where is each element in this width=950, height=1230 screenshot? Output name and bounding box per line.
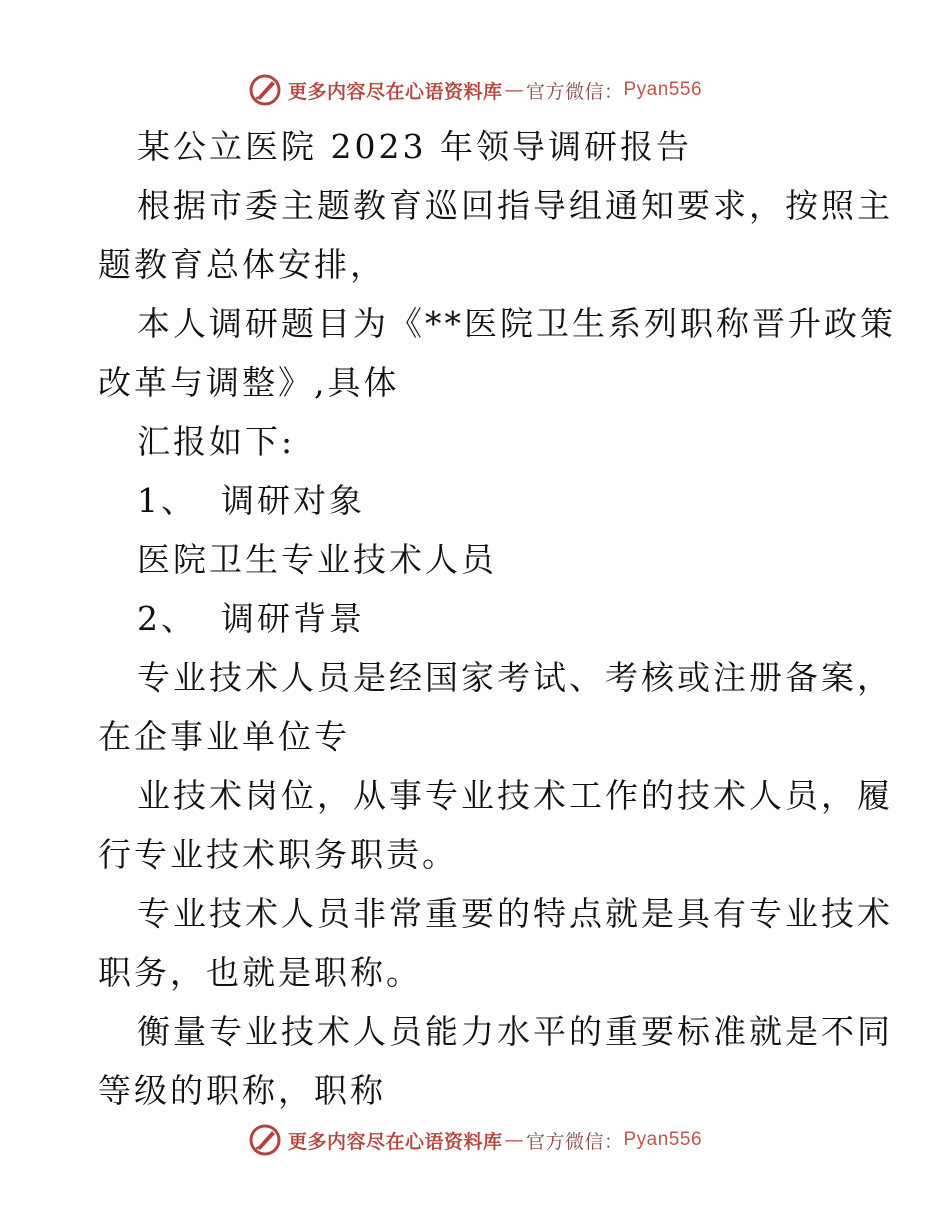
section-heading-2 [98, 594, 858, 644]
section-title: 调研对象 [221, 481, 365, 520]
section-heading-1 [98, 476, 858, 526]
watermark-header [0, 70, 950, 110]
document-body [98, 122, 896, 1125]
watermark-wechat-label: 官方微信： [525, 1130, 624, 1153]
watermark-text: 更多内容尽在心语资料库 [287, 80, 503, 103]
watermark-dash: — [504, 1129, 524, 1151]
paragraph-line: 根据市委主题教育巡回指导组通知要求，按照主 [137, 186, 893, 225]
paragraph-line: 专业技术人员是经国家考试、考核或注册备案， [137, 658, 893, 697]
section-number: 2、 [137, 599, 197, 638]
paragraph-line: 行专业技术职务职责。 [98, 835, 458, 874]
watermark-wechat-label: 官方微信： [525, 80, 624, 103]
quill-logo-icon [248, 73, 282, 107]
watermark-wechat-id: Pyan556 [623, 1129, 703, 1150]
watermark-dash: — [504, 79, 524, 101]
paragraph-line: 在企事业单位专 [98, 717, 350, 756]
paragraph-line: 汇报如下: [137, 422, 296, 461]
document-title: 某公立医院 2023 年领导调研报告 [137, 127, 692, 166]
paragraph-line: 等级的职称，职称 [98, 1071, 386, 1110]
quill-logo-icon [248, 1123, 282, 1157]
paragraph-line: 题教育总体安排， [98, 245, 386, 284]
paragraph-line: 职务，也就是职称。 [98, 953, 422, 992]
watermark-footer [0, 1120, 950, 1160]
section-body: 医院卫生专业技术人员 [137, 540, 497, 579]
watermark-wechat-id: Pyan556 [623, 79, 703, 100]
paragraph-line: 衡量专业技术人员能力水平的重要标准就是不同 [137, 1012, 893, 1051]
section-title: 调研背景 [221, 599, 365, 638]
paragraph-line: 本人调研题目为《**医院卫生系列职称晋升政策 [137, 304, 896, 343]
paragraph-line: 改革与调整》,具体 [98, 363, 400, 402]
paragraph-line: 业技术岗位，从事专业技术工作的技术人员，履 [137, 776, 893, 815]
watermark-text: 更多内容尽在心语资料库 [287, 1130, 503, 1153]
paragraph-line: 专业技术人员非常重要的特点就是具有专业技术 [137, 894, 893, 933]
section-number: 1、 [137, 481, 197, 520]
